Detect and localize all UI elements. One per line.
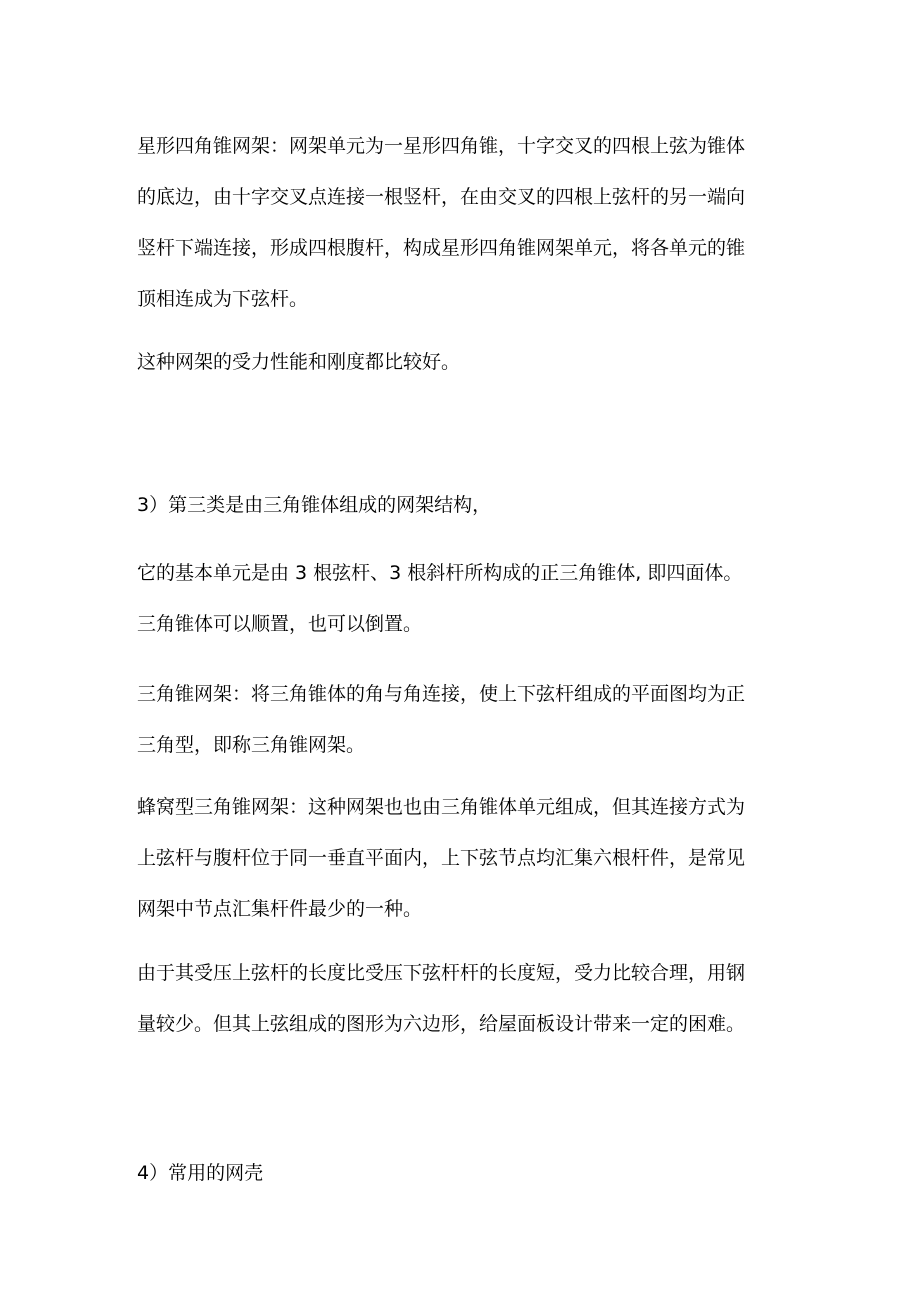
text-line: 网架中节点汇集杆件最少的一种。 — [137, 898, 423, 920]
text-line: 顶相连成为下弦杆。 — [137, 288, 309, 310]
text-line: 三角型，即称三角锥网架。 — [137, 734, 366, 756]
text-line: 星形四角锥网架：网架单元为一星形四角锥，十字交叉的四根上弦为锥体 — [137, 135, 746, 157]
paragraph-star-pyramid-grid — [137, 121, 797, 325]
text-line: 蜂窝型三角锥网架：这种网架也也由三角锥体单元组成，但其连接方式为 — [137, 796, 746, 818]
text-line: 4）常用的网壳 — [137, 1162, 264, 1184]
text-line: 由于其受压上弦杆的长度比受压下弦杆杆的长度短，受力比较合理，用钢 — [137, 962, 746, 984]
paragraph-performance-note — [137, 337, 797, 388]
paragraph-advantages — [137, 948, 797, 1050]
paragraph-honeycomb-grid — [137, 782, 797, 935]
text-line: 三角锥网架：将三角锥体的角与角连接，使上下弦杆组成的平面图均为正 — [137, 683, 746, 705]
text-line: 3）第三类是由三角锥体组成的网架结构， — [137, 494, 492, 516]
text-line: 它的基本单元是由 3 根弦杆、3 根斜杆所构成的正三角锥体, 即四面体。 — [137, 562, 743, 584]
text-line: 的底边，由十字交叉点连接一根竖杆，在由交叉的四根上弦杆的另一端向 — [137, 186, 746, 208]
paragraph-basic-unit — [137, 548, 797, 650]
text-line: 竖杆下端连接，形成四根腹杆，构成星形四角锥网架单元，将各单元的锥 — [137, 237, 746, 259]
section-heading-3 — [137, 480, 797, 531]
paragraph-triangular-pyramid-grid — [137, 669, 797, 771]
text-line: 这种网架的受力性能和刚度都比较好。 — [137, 351, 461, 373]
text-line: 三角锥体可以顺置，也可以倒置。 — [137, 613, 423, 635]
text-line: 量较少。但其上弦组成的图形为六边形，给屋面板设计带来一定的困难。 — [137, 1013, 746, 1035]
section-heading-4 — [137, 1148, 797, 1199]
text-line: 上弦杆与腹杆位于同一垂直平面内，上下弦节点均汇集六根杆件，是常见 — [137, 847, 746, 869]
